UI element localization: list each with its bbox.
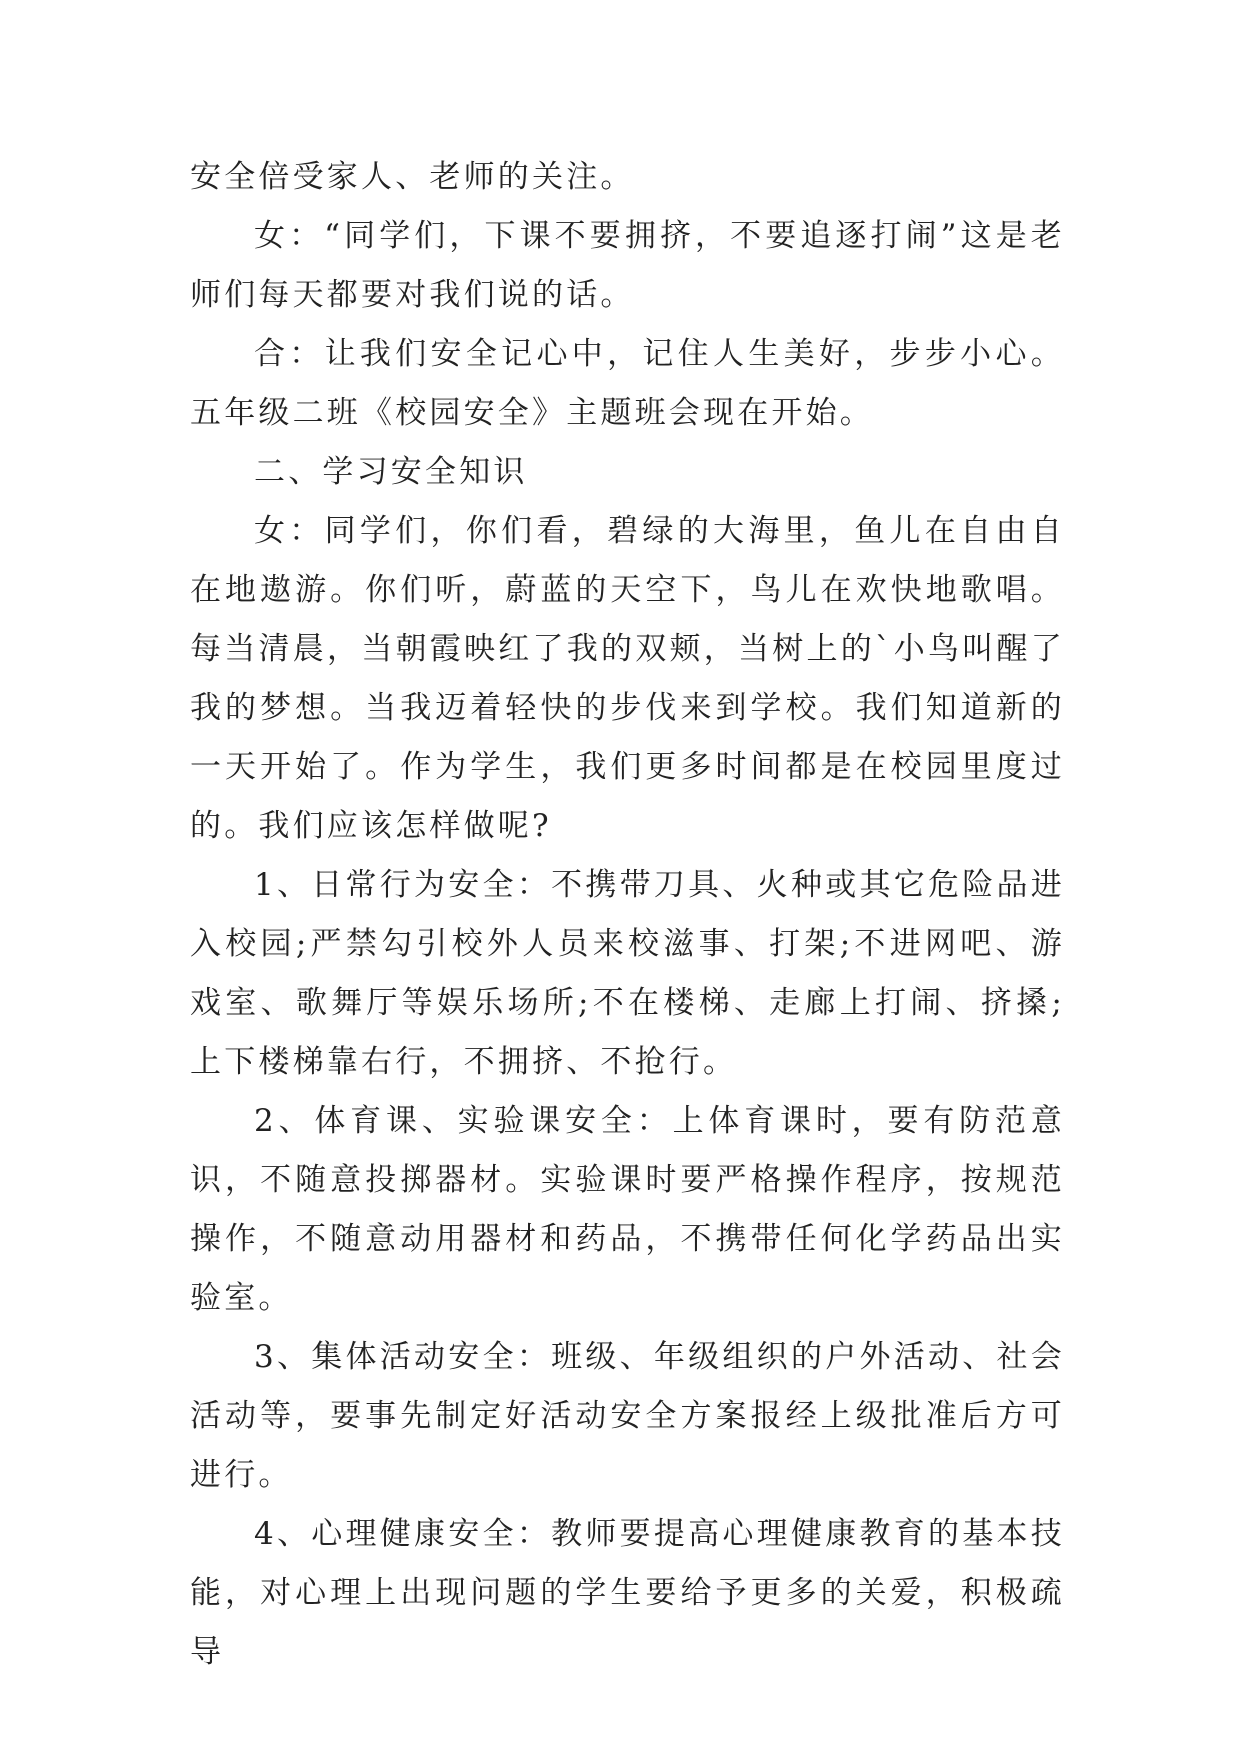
paragraph-continuation: 安全倍受家人、老师的关注。 [190,159,635,195]
paragraph-female-host-line: 女：“同学们，下课不要拥挤，不要追逐打闹”这是老师们每天都要对我们说的话。 [190,218,1065,313]
paragraph-female-host-intro: 女：同学们，你们看，碧绿的大海里，鱼儿在自由自在地遨游。你们听，蔚蓝的天空下，鸟儿在欢快地歌唱。每当清晨，当朝霞映红了我的双颊，当树上的`小鸟叫醒了我的梦想。当我迈着轻快的步伐来到学校。我们知道新的一天开始了。作为学生，我们更多时间都是在校园里度过的。我们应该怎样做呢? [190,513,1065,844]
section-heading: 二、学习安全知识 [254,454,528,490]
list-item-class-safety: 2、体育课、实验课安全：上体育课时，要有防范意识，不随意投掷器材。实验课时要严格操作程序，按规范操作，不随意动用器材和药品，不携带任何化学药品出实验室。 [190,1103,1065,1316]
document-page [190,148,1065,1682]
paragraph-together-line: 合：让我们安全记心中，记住人生美好，步步小心。五年级二班《校园安全》主题班会现在开始。 [190,336,1065,431]
list-item-daily-safety: 1、日常行为安全：不携带刀具、火种或其它危险品进入校园;严禁勾引校外人员来校滋事、打架;不进网吧、游戏室、歌舞厅等娱乐场所;不在楼梯、走廊上打闹、挤搡;上下楼梯靠右行，不拥挤、不抢行。 [190,867,1065,1080]
list-item-group-activity-safety: 3、集体活动安全：班级、年级组织的户外活动、社会活动等，要事先制定好活动安全方案报经上级批准后方可进行。 [190,1339,1065,1493]
list-item-mental-health-safety: 4、心理健康安全：教师要提高心理健康教育的基本技能，对心理上出现问题的学生要给予更多的关爱，积极疏导 [190,1516,1065,1670]
